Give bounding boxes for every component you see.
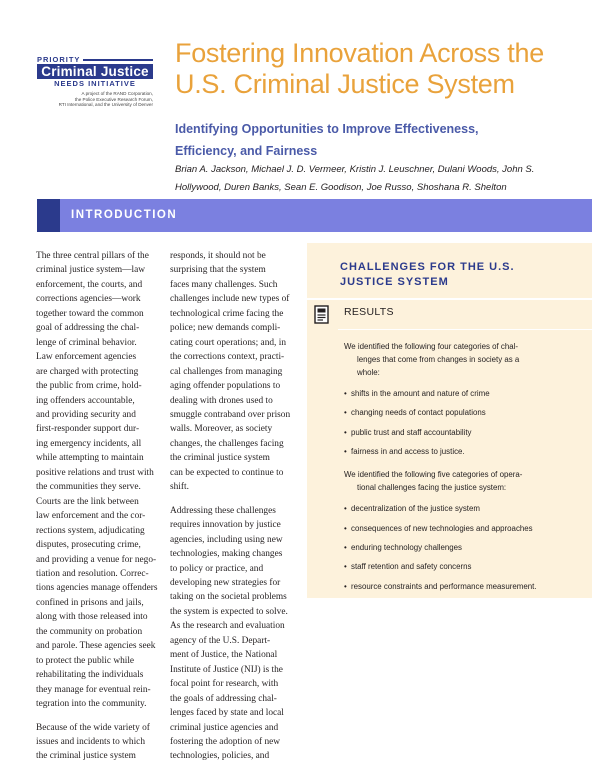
subtitle-line: Efficiency, and Fairness <box>175 144 318 158</box>
logo-sub-line: the Police Executive Research Forum, <box>74 96 153 102</box>
text-line: to protect the public while <box>36 655 135 666</box>
text-line: tiation and resolution. Correc- <box>36 568 149 579</box>
text-line: fostering the adoption of new <box>170 736 281 747</box>
text-line: can be expected to continue to <box>170 467 284 478</box>
text-line: together toward the common <box>36 308 144 319</box>
sidebar-heading <box>340 260 570 289</box>
text-line: shift. <box>170 482 189 493</box>
text-line: rections system, adjudicating <box>36 525 145 536</box>
text-line: criminal justice system—law <box>36 265 145 276</box>
priority-criminal-justice-logo <box>37 55 153 108</box>
text-line: tegration into the community. <box>36 699 147 710</box>
text-line: confined in prisons and jails, <box>36 597 144 608</box>
text-line: Because of the wide variety of <box>36 722 150 733</box>
text-line: law enforcement and the cor- <box>36 511 146 522</box>
authors-line: Brian A. Jackson, Michael J. D. Vermeer, Kristin J. Leuschner, Dulani Woods, John S. <box>175 164 535 175</box>
text-line: focal point for research, with <box>170 679 279 690</box>
text-line: Institute of Justice (NIJ) is the <box>170 664 283 675</box>
logo-sub-line: A project of the RAND Corporation, <box>81 91 153 96</box>
text-line: challenges include new types of <box>170 294 290 305</box>
text-line: they manage for eventual rein- <box>36 684 151 695</box>
authors <box>175 161 595 197</box>
logo-subtext <box>37 91 153 108</box>
paragraph <box>36 249 160 712</box>
text-line: tions agencies manage offenders <box>36 583 158 594</box>
text-line: and providing a venue for nego- <box>36 554 157 565</box>
document-icon <box>313 305 330 324</box>
logo-bottom-text: NEEDS INITIATIVE <box>54 79 136 88</box>
text-line: The three central pillars of the <box>36 251 149 261</box>
sidebar-divider-2 <box>338 329 592 330</box>
paragraph <box>170 504 294 764</box>
text-line: agency of the U.S. Depart- <box>170 635 271 646</box>
text-line: dealing with drones used to <box>170 395 273 406</box>
text-line: smuggle contraband over prison <box>170 409 291 420</box>
operational-challenges-list <box>344 502 584 593</box>
intro-line: tional challenges facing the justice system: <box>357 483 507 493</box>
page-title <box>175 38 585 100</box>
text-line: disputes, prosecuting crime, <box>36 540 141 551</box>
intro-line: whole: <box>357 368 380 377</box>
text-line: corrections agencies—work <box>36 294 141 305</box>
title-line: Fostering Innovation Across the <box>175 38 544 68</box>
list-item: • changing needs of contact populations <box>344 406 584 419</box>
text-line: the public from crime, hold- <box>36 381 142 392</box>
logo-top-row <box>37 55 153 64</box>
text-line: along with those released into <box>36 612 148 623</box>
paragraph <box>36 721 160 764</box>
logo-sub-line: RTI International, and the University of Denver <box>58 102 153 108</box>
text-line: technologies, making changes <box>170 549 283 560</box>
text-line: while attempting to maintain <box>36 453 144 464</box>
list-item: • staff retention and safety concerns <box>344 560 584 573</box>
text-line: issues and incidents to which <box>36 736 145 747</box>
text-line: taking on the societal problems <box>170 592 287 603</box>
sidebar-divider <box>307 298 592 300</box>
intro-line: We identified the following five categories of opera- <box>344 470 523 480</box>
list-item: • enduring technology challenges <box>344 541 584 554</box>
results-label: RESULTS <box>344 306 394 318</box>
text-line: goal of addressing the chal- <box>36 323 140 334</box>
text-line: the criminal justice system <box>170 453 270 464</box>
text-line: Courts are the link between <box>36 496 139 507</box>
intro-line: We identified the following four categories of chal- <box>344 342 518 351</box>
list-item: • shifts in the amount and nature of crime <box>344 387 584 400</box>
text-line: Addressing these challenges <box>170 505 276 516</box>
text-line: enforcement, the courts, and <box>36 279 143 290</box>
text-line: As the research and evaluation <box>170 621 285 632</box>
text-line: aging offender populations to <box>170 381 281 392</box>
logo-rule <box>83 59 153 61</box>
section-heading-introduction: INTRODUCTION <box>71 209 178 221</box>
text-line: the goals of addressing chal- <box>170 693 277 704</box>
text-line: first-responder support dur- <box>36 424 140 435</box>
text-line: surprising that the system <box>170 265 266 276</box>
page-subtitle <box>175 118 585 162</box>
title-line: U.S. Criminal Justice System <box>175 69 515 99</box>
sidebar-intro-1 <box>344 340 584 379</box>
list-item: • decentralization of the justice system <box>344 502 584 515</box>
logo-main-text: Criminal Justice <box>37 64 153 79</box>
logo-top-word: PRIORITY <box>37 55 81 64</box>
text-line: lenges faced by state and local <box>170 708 284 719</box>
list-item: • public trust and staff accountability <box>344 426 584 439</box>
list-item: • fairness in and access to justice. <box>344 445 584 458</box>
text-line: ing emergency incidents, all <box>36 438 142 449</box>
body-column-1 <box>36 249 160 773</box>
text-line: faces many challenges. Such <box>170 279 278 290</box>
section-band-accent <box>37 199 60 232</box>
text-line: the corrections context, practi- <box>170 352 285 363</box>
sidebar-heading-line: JUSTICE SYSTEM <box>340 275 449 288</box>
sidebar-body <box>344 340 584 603</box>
text-line: developing new strategies for <box>170 577 281 588</box>
list-item: • resource constraints and performance measurement. <box>344 580 584 593</box>
text-line: the community on probation <box>36 626 143 637</box>
text-line: changes, the challenges facing <box>170 438 284 449</box>
text-line: criminal justice agencies and <box>170 722 279 733</box>
sidebar-heading-line: CHALLENGES FOR THE U.S. <box>340 261 515 273</box>
paragraph <box>170 249 294 495</box>
text-line: lenge of criminal behavior. <box>36 337 137 348</box>
text-line: the criminal justice system <box>36 751 136 762</box>
text-line: are charged with protecting <box>36 366 139 377</box>
text-line: agencies, including using new <box>170 534 283 545</box>
subtitle-line: Identifying Opportunities to Improve Effectiveness, <box>175 122 479 136</box>
text-line: rehabilitating the individuals <box>36 670 144 681</box>
text-line: and providing security and <box>36 409 136 420</box>
text-line: the system is expected to solve. <box>170 606 288 617</box>
text-line: requires innovation by justice <box>170 520 281 531</box>
society-challenges-list <box>344 387 584 458</box>
text-line: ment of Justice, the National <box>170 650 278 661</box>
text-line: cating court operations; and, in <box>170 337 286 348</box>
text-line: technological crime facing the <box>170 308 284 319</box>
text-line: police; new demands compli- <box>170 323 281 334</box>
list-item: • consequences of new technologies and approaches <box>344 522 584 535</box>
sidebar-intro-2 <box>344 468 584 494</box>
intro-line: lenges that come from changes in society as a <box>357 355 520 364</box>
authors-line: Hollywood, Duren Banks, Sean E. Goodison, Joe Russo, Shoshana R. Shelton <box>175 182 507 193</box>
text-line: positive relations and trust with <box>36 467 154 478</box>
text-line: to policy or practice, and <box>170 563 264 574</box>
body-column-2 <box>170 249 294 773</box>
text-line: the communities they serve. <box>36 482 141 493</box>
text-line: technologies, policies, and <box>170 751 270 762</box>
text-line: cal challenges from managing <box>170 366 283 377</box>
text-line: Law enforcement agencies <box>36 352 137 363</box>
text-line: responds, it should not be <box>170 251 266 261</box>
text-line: ing offenders accountable, <box>36 395 135 406</box>
text-line: and parole. These agencies seek <box>36 641 156 652</box>
text-line: walls. Moreover, as society <box>170 424 273 435</box>
